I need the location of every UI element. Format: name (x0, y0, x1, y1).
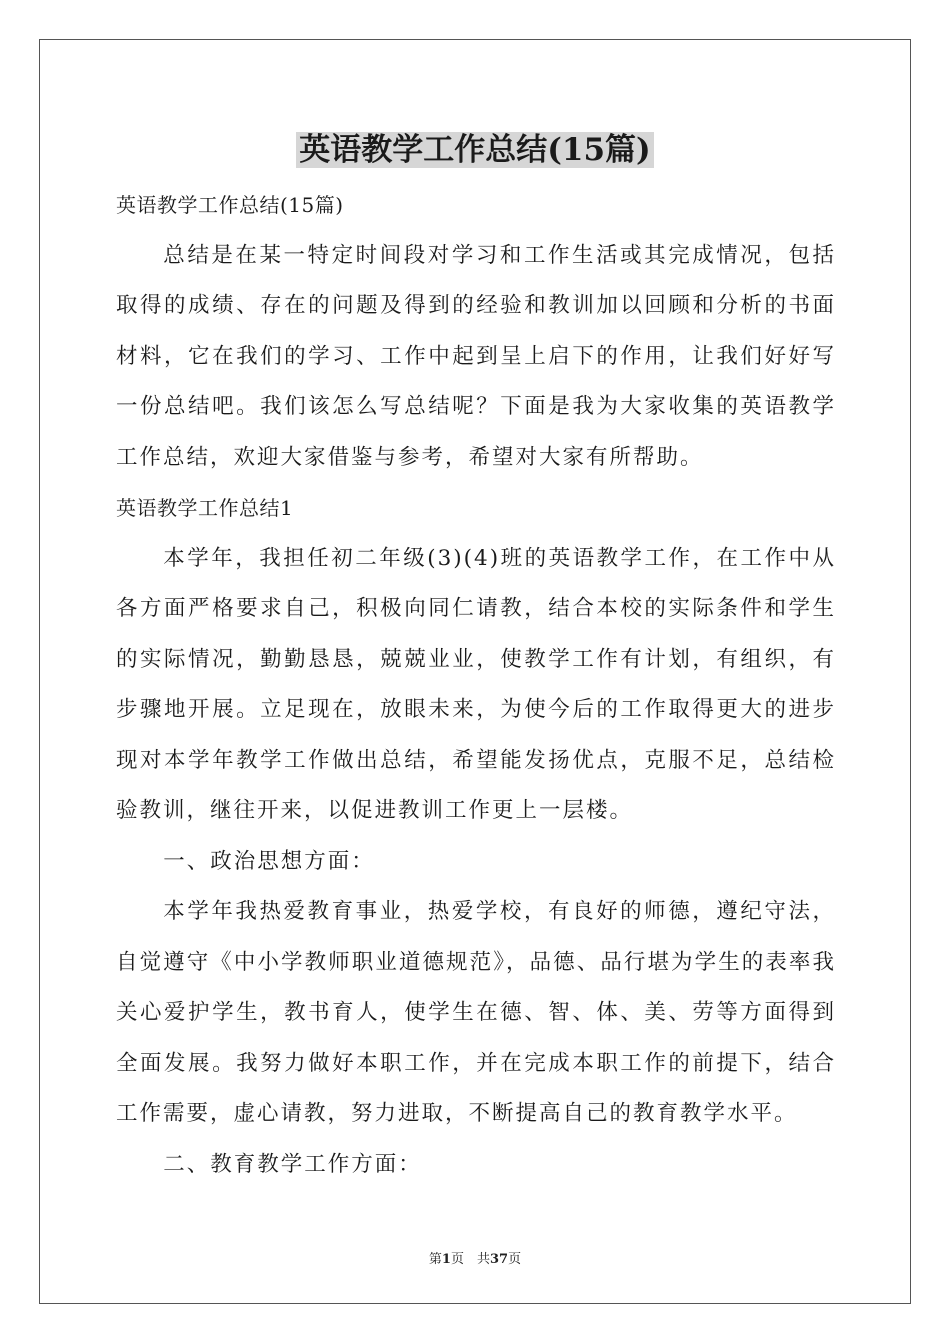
subsection-heading: 一、政治思想方面： (163, 848, 375, 874)
document-title (0, 127, 950, 173)
document-title-text: 英语教学工作总结(15篇) (296, 132, 653, 168)
section-heading: 英语教学工作总结1 (116, 496, 294, 520)
subsection-heading: 二、教育教学工作方面： (163, 1151, 422, 1177)
document-subtitle: 英语教学工作总结(15篇) (116, 193, 344, 217)
body-paragraph: 本学年我热爱教育事业，热爱学校，有良好的师德，遵纪守法，自觉遵守《中小学教师职业道德规范》，品德、品行堪为学生的表率我关心爱护学生，教书育人，使学生在德、智、体、美、劳等方面得到全面发展。我努力做好本职工作，并在完成本职工作的前提下，结合工作需要，虚心请教，努力进取，不断提高自己的教育教学水平。 (116, 899, 836, 1126)
page-suffix: 页 (508, 1252, 522, 1267)
total-page-count: 37 (489, 1252, 509, 1267)
document-body (116, 180, 836, 1190)
page-prefix: 第 (428, 1252, 442, 1267)
page-mid: 页 共 (450, 1252, 490, 1267)
body-paragraph: 本学年，我担任初二年级(3)(4)班的英语教学工作，在工作中从各方面严格要求自己，积极向同仁请教，结合本校的实际条件和学生的实际情况，勤勤恳恳，兢兢业业，使教学工作有计划，有组织，有步骤地开展。立足现在，放眼未来，为使今后的工作取得更大的进步现对本学年教学工作做出总结，希望能发扬优点，克服不足，总结检验教训，继往开来，以促进教训工作更上一层楼。 (116, 545, 836, 823)
current-page-number: 1 (441, 1252, 451, 1267)
page-footer (0, 1248, 950, 1267)
intro-paragraph: 总结是在某一特定时间段对学习和工作生活或其完成情况，包括取得的成绩、存在的问题及得到的经验和教训加以回顾和分析的书面材料，它在我们的学习、工作中起到呈上启下的作用，让我们好好写一份总结吧。我们该怎么写总结呢？下面是我为大家收集的英语教学工作总结，欢迎大家借鉴与参考，希望对大家有所帮助。 (116, 242, 836, 470)
